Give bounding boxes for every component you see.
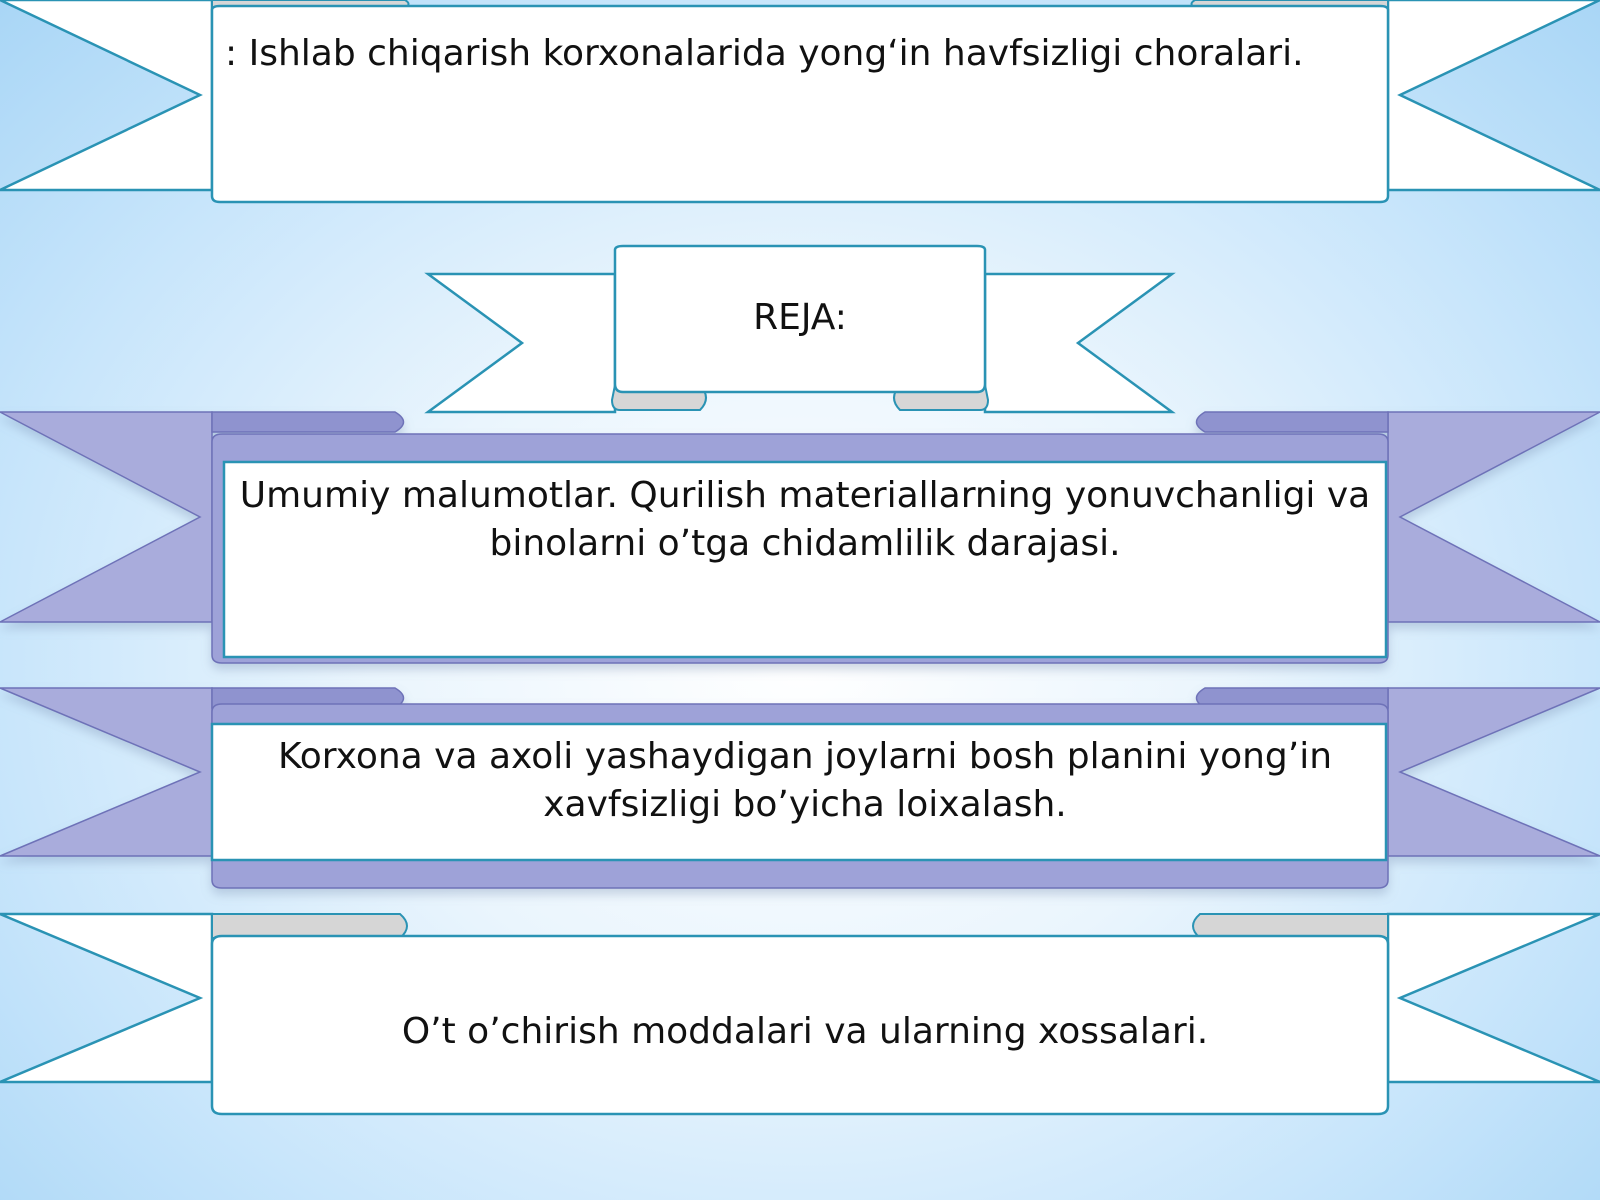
item1-ribbon-left-curl <box>212 412 404 432</box>
slide-title: : Ishlab chiqarish korxonalarida yong‘in havfsizligi choralari. <box>225 33 1304 74</box>
item3-ribbon-right-curl <box>1193 914 1388 938</box>
item3-ribbon-left-curl <box>212 914 407 938</box>
plan-heading: REJA: <box>753 297 847 338</box>
item3-ribbon-right-tail <box>1388 914 1600 1082</box>
plan-ribbon-left-tail <box>428 274 615 412</box>
item1-ribbon-right-tail <box>1388 412 1600 622</box>
item1-ribbon-right-curl <box>1197 412 1389 432</box>
item3-ribbon-left-tail <box>0 914 212 1082</box>
plan-item-2: Korxona va axoli yashaydigan joylarni bosh planini yong’in xavfsizligi bo’yicha loixalash. <box>277 736 1333 825</box>
title-ribbon-right-tail <box>1388 0 1600 190</box>
plan-item-1: Umumiy malumotlar. Qurilish materiallarning yonuvchanligi va binolarni o’tga chidamlilik darajasi. <box>239 475 1371 564</box>
item2-ribbon-left-tail <box>0 688 212 856</box>
item2-ribbon-right-tail <box>1388 688 1600 856</box>
plan-item-3: O’t o’chirish moddalari va ularning xossalari. <box>401 1011 1209 1052</box>
title-ribbon-left-tail <box>0 0 212 190</box>
plan-ribbon-right-tail <box>985 274 1172 412</box>
item1-ribbon-left-tail <box>0 412 212 622</box>
